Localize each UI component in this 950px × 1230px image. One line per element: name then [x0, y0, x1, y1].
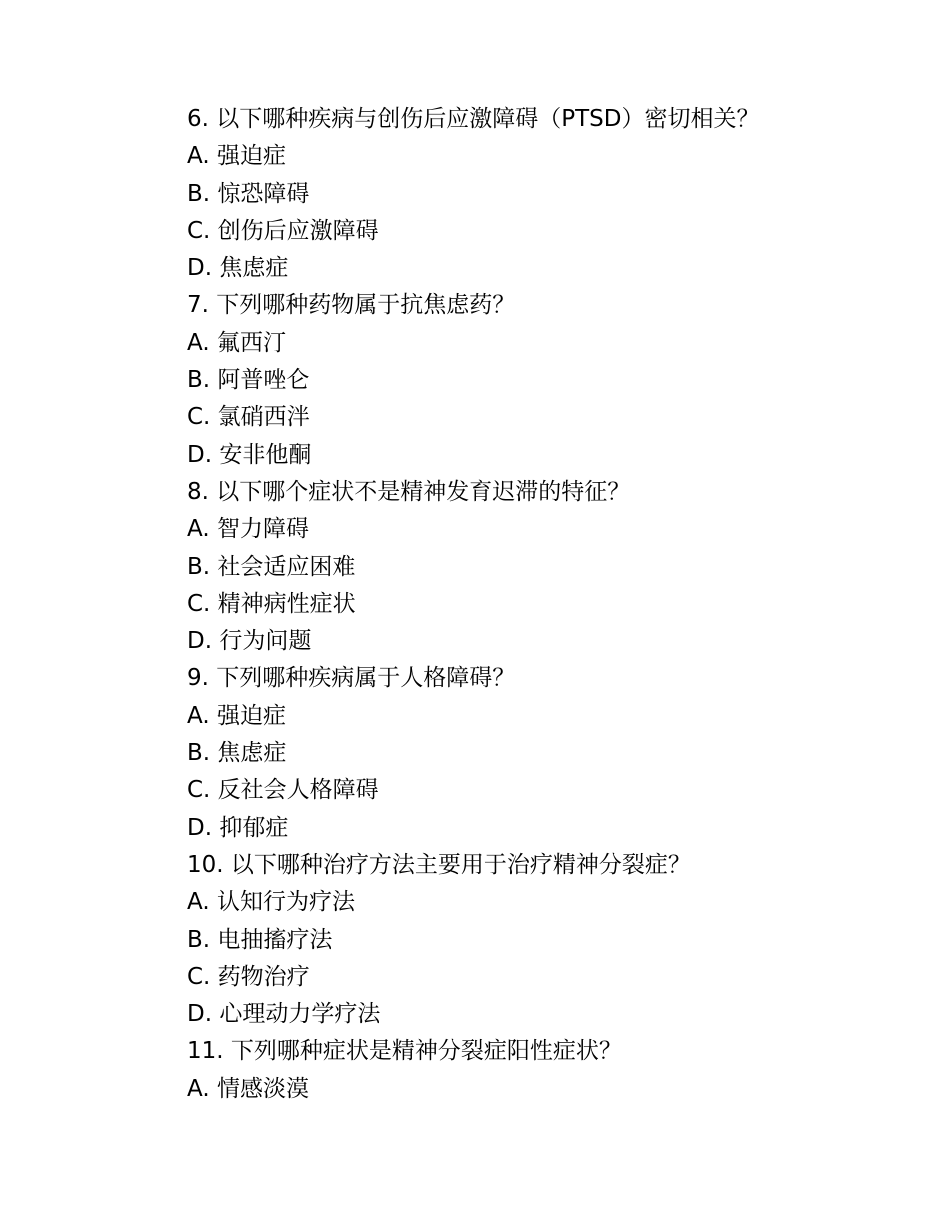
question-8: 8. 以下哪个症状不是精神发育迟滞的特征？	[187, 478, 631, 505]
question-6-option-b: B. 惊恐障碍	[187, 180, 310, 207]
question-6-option-d: D. 焦虑症	[187, 255, 289, 282]
question-8-option-d: D. 行为问题	[187, 628, 312, 655]
question-8-option-a: A. 智力障碍	[187, 516, 309, 543]
question-6: 6. 以下哪种疾病与创伤后应激障碍（PTSD）密切相关？	[187, 106, 760, 132]
question-8-option-b: B. 社会适应困难	[187, 553, 356, 580]
question-10-option-d: D. 心理动力学疗法	[187, 1001, 381, 1028]
question-7: 7. 下列哪种药物属于抗焦虑药？	[187, 292, 516, 319]
question-9-option-a: A. 强迫症	[187, 702, 286, 729]
question-8-option-c: C. 精神病性症状	[187, 590, 356, 617]
question-9: 9. 下列哪种疾病属于人格障碍？	[187, 665, 516, 692]
question-list	[187, 101, 907, 1108]
question-6-option-a: A. 强迫症	[187, 143, 286, 170]
question-6-option-c: C. 创伤后应激障碍	[187, 217, 379, 244]
question-7-option-b: B. 阿普唑仑	[187, 367, 310, 394]
question-9-option-c: C. 反社会人格障碍	[187, 777, 379, 804]
question-9-option-b: B. 焦虑症	[187, 740, 287, 767]
question-11-option-a: A. 情感淡漠	[187, 1075, 309, 1102]
question-10-option-c: C. 药物治疗	[187, 963, 310, 990]
question-10-option-b: B. 电抽搐疗法	[187, 926, 333, 953]
question-10-option-a: A. 认知行为疗法	[187, 889, 355, 916]
question-7-option-d: D. 安非他酮	[187, 441, 312, 468]
question-7-option-a: A. 氟西汀	[187, 329, 286, 356]
question-10: 10. 以下哪种治疗方法主要用于治疗精神分裂症？	[187, 851, 691, 878]
question-11: 11. 下列哪种症状是精神分裂症阳性症状？	[187, 1038, 622, 1065]
question-7-option-c: C. 氯硝西泮	[187, 404, 310, 431]
question-9-option-d: D. 抑郁症	[187, 814, 289, 841]
